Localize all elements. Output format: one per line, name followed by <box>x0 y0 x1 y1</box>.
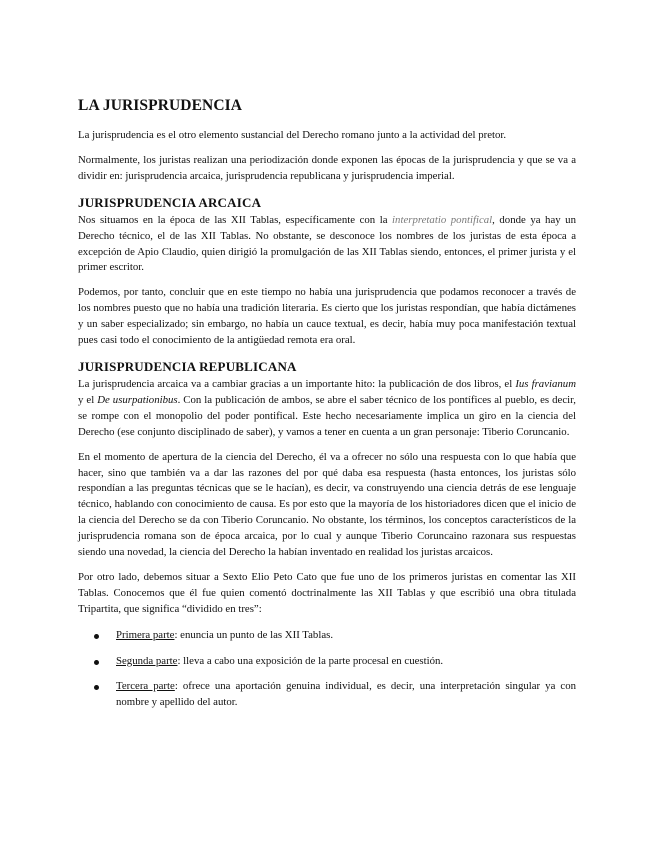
arcaica-paragraph-1 <box>78 213 576 277</box>
text-run: Nos situamos en la época de las XII Tablas, específicamente con la <box>78 213 393 226</box>
list-term: Primera parte <box>116 628 175 641</box>
italic-term: Ius fravianum <box>515 377 576 390</box>
intro-paragraph-2: Normalmente, los juristas realizan una periodización donde exponen las épocas de la jurisprudencia y que se va a dividir en: jurisprudencia arcaica, jurisprudencia republicana y jurisprudencia imperial. <box>78 153 576 182</box>
tripartita-list <box>78 628 576 712</box>
text-run: y el <box>78 393 98 406</box>
section-heading-republicana: JURISPRUDENCIA REPUBLICANA <box>78 358 297 374</box>
text-run: La jurisprudencia arcaica va a cambiar gracias a un importante hito: la publicación de dos libros, el <box>78 377 516 390</box>
italic-term: interpretatio pontifical <box>392 213 493 226</box>
list-text: : enuncia un punto de las XII Tablas. <box>174 628 334 641</box>
bullet-icon <box>94 660 99 665</box>
list-text: : lleva a cabo una exposición de la parte procesal en cuestión. <box>177 654 444 667</box>
list-term: Segunda parte <box>116 654 178 667</box>
italic-term: De usurpationibus <box>97 393 178 406</box>
list-item <box>78 654 576 670</box>
republicana-paragraph-2: En el momento de apertura de la ciencia del Derecho, él va a ofrecer no sólo una respuesta con lo que había que hacer, sino que también va a dar las razones del por qué daba esa respuesta (hasta entonces, los juristas sólo respondían a las preguntas técnicas que se le hacían), es decir, va construyendo una ciencia detrás de ese lenguaje técnico, hablando con conocimiento de causa. Es por esto que la mayoría de los historiadores dicen que el inicio de la ciencia del Derecho se da con Tiberio Coruncanio. No obstante, los términos, los conceptos característicos de la jurisprudencia romana son de época arcaica, por lo cual y aunque Tiberio Coruncaino razonara sus respuestas siendo una novedad, la ciencia del Derecho la habían inventado en realidad los juristas arcaicos. <box>78 450 576 559</box>
text-run: , donde ya hay un Derecho técnico, el de las XII Tablas. No obstante, se desconoce los nombres de los juristas de esta época a excepción de Apio Claudio, quien dirigió la promulgación de las XII Tablas siendo, entonces, el primer jurista y el primer escritor. <box>78 213 576 274</box>
text-run: . Con la publicación de ambos, se abre el saber técnico de los pontífices al pueblo, es decir, se rompe con el monopolio del poder pontifical. Este hecho necesariamente implica un giro en la ciencia del Derecho (ese conjunto disciplinado de saber), y vamos a tener en cuenta a un gran personaje: Tiberio Coruncanio. <box>78 393 576 438</box>
arcaica-paragraph-2: Podemos, por tanto, concluir que en este tiempo no había una jurisprudencia que podamos reconocer a través de los nombres puesto que no había una tradición literaria. Es cierto que los juristas respondían, que había dictámenes y un saber especializado; sin embargo, no había un cauce textual, es decir, había muy poca manifestación textual pues casi todo el conocimiento de la antigüedad remota era oral. <box>78 286 576 347</box>
list-item <box>78 679 576 711</box>
page-title: LA JURISPRUDENCIA <box>78 97 243 114</box>
intro-paragraph-1: La jurisprudencia es el otro elemento sustancial del Derecho romano junto a la actividad del pretor. <box>78 129 507 141</box>
republicana-paragraph-3: Por otro lado, debemos situar a Sexto Elio Peto Cato que fue uno de los primeros juristas en comentar las XII Tablas. Conocemos que él fue quien comentó doctrinalmente las XII Tablas y que escribió una obra titulada Tripartita, que significa “dividido en tres”: <box>78 570 576 615</box>
list-item <box>78 628 576 644</box>
section-heading-arcaica: JURISPRUDENCIA ARCAICA <box>78 194 262 210</box>
republicana-paragraph-1 <box>78 377 576 441</box>
list-term: Tercera parte <box>116 680 175 693</box>
list-text: : ofrece una aportación genuina individual, es decir, una interpretación singular ya con nombre y apellido del autor. <box>116 680 576 709</box>
bullet-icon <box>94 634 99 639</box>
bullet-icon <box>94 685 99 690</box>
